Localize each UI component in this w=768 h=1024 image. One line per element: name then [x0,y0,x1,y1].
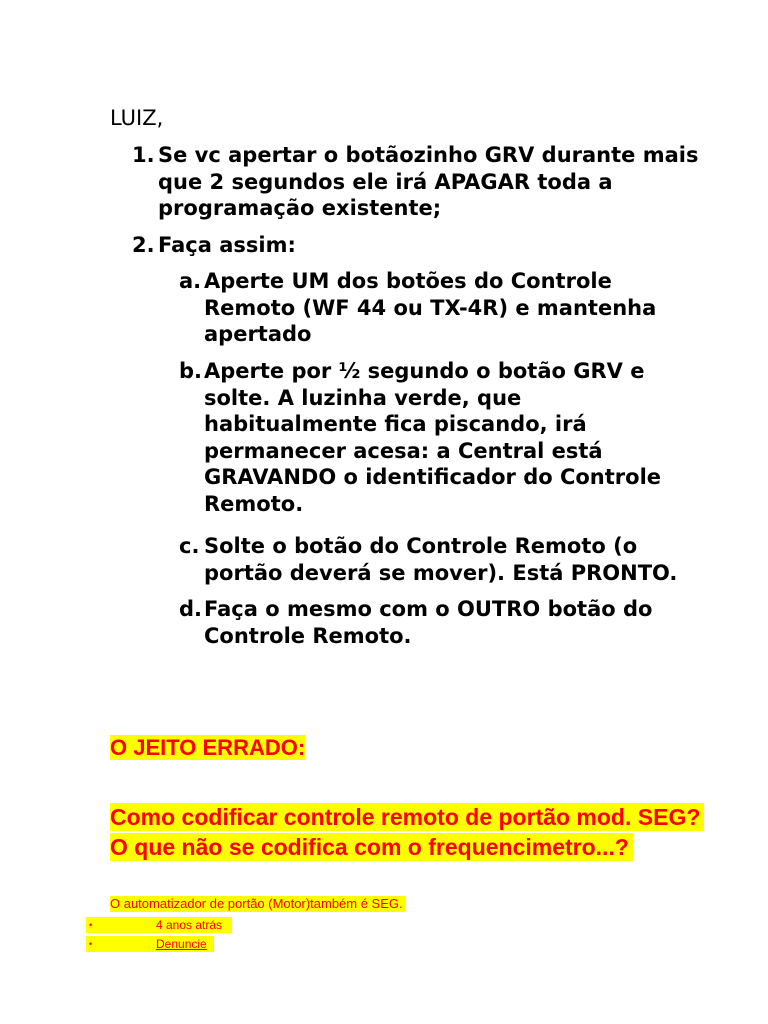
timestamp: 4 anos atrás [156,918,223,932]
sublist-item-a [179,268,684,348]
meta-item-report [86,936,214,952]
bullet-icon: • [89,920,93,930]
sublist-item-c [179,533,694,586]
list-item-text: Aperte UM dos botões do Controle Remoto (WF 44 ou TX-4R) e mantenha apertado [204,269,657,346]
list-marker: d. [179,597,203,621]
list-item-text: Faça assim: [158,233,296,257]
list-marker: a. [179,269,202,293]
list-item-text: Aperte por ½ segundo o botão GRV e solte. A luzinha verde, que habitualmente fica piscando, irá permanecer acesa: a Central está GRAVANDO o identificador do Controle Remoto. [204,359,662,516]
list-item-text: Solte o botão do Controle Remoto (o portão deverá se mover). Está PRONTO. [204,534,678,585]
question-title [110,803,710,862]
list-marker: b. [179,359,203,383]
list-marker: 1. [132,143,155,167]
list-marker: 2. [132,233,155,257]
sublist-item-b [179,358,684,517]
meta-item-timestamp [86,917,232,933]
report-link[interactable]: Denuncie [156,937,207,951]
question-title-text: Como codificar controle remoto de portão mod. SEG? O que não se codifica com o frequencimetro...? [110,803,704,861]
list-marker: c. [179,534,200,558]
wrong-way-heading [110,733,305,764]
list-item-text: Faça o mesmo com o OUTRO botão do Controle Remoto. [204,597,653,648]
sublist-item-d [179,596,684,649]
list-item-2 [132,232,718,259]
list-item-1 [132,142,718,222]
bullet-icon: • [89,939,93,949]
list-item-text: Se vc apertar o botãozinho GRV durante mais que 2 segundos ele irá APAGAR toda a programação existente; [158,143,699,220]
greeting: LUIZ, [110,106,164,130]
wrong-way-heading-text: O JEITO ERRADO: [110,735,306,760]
question-detail: O automatizador de portão (Motor)também é SEG. [110,896,403,911]
